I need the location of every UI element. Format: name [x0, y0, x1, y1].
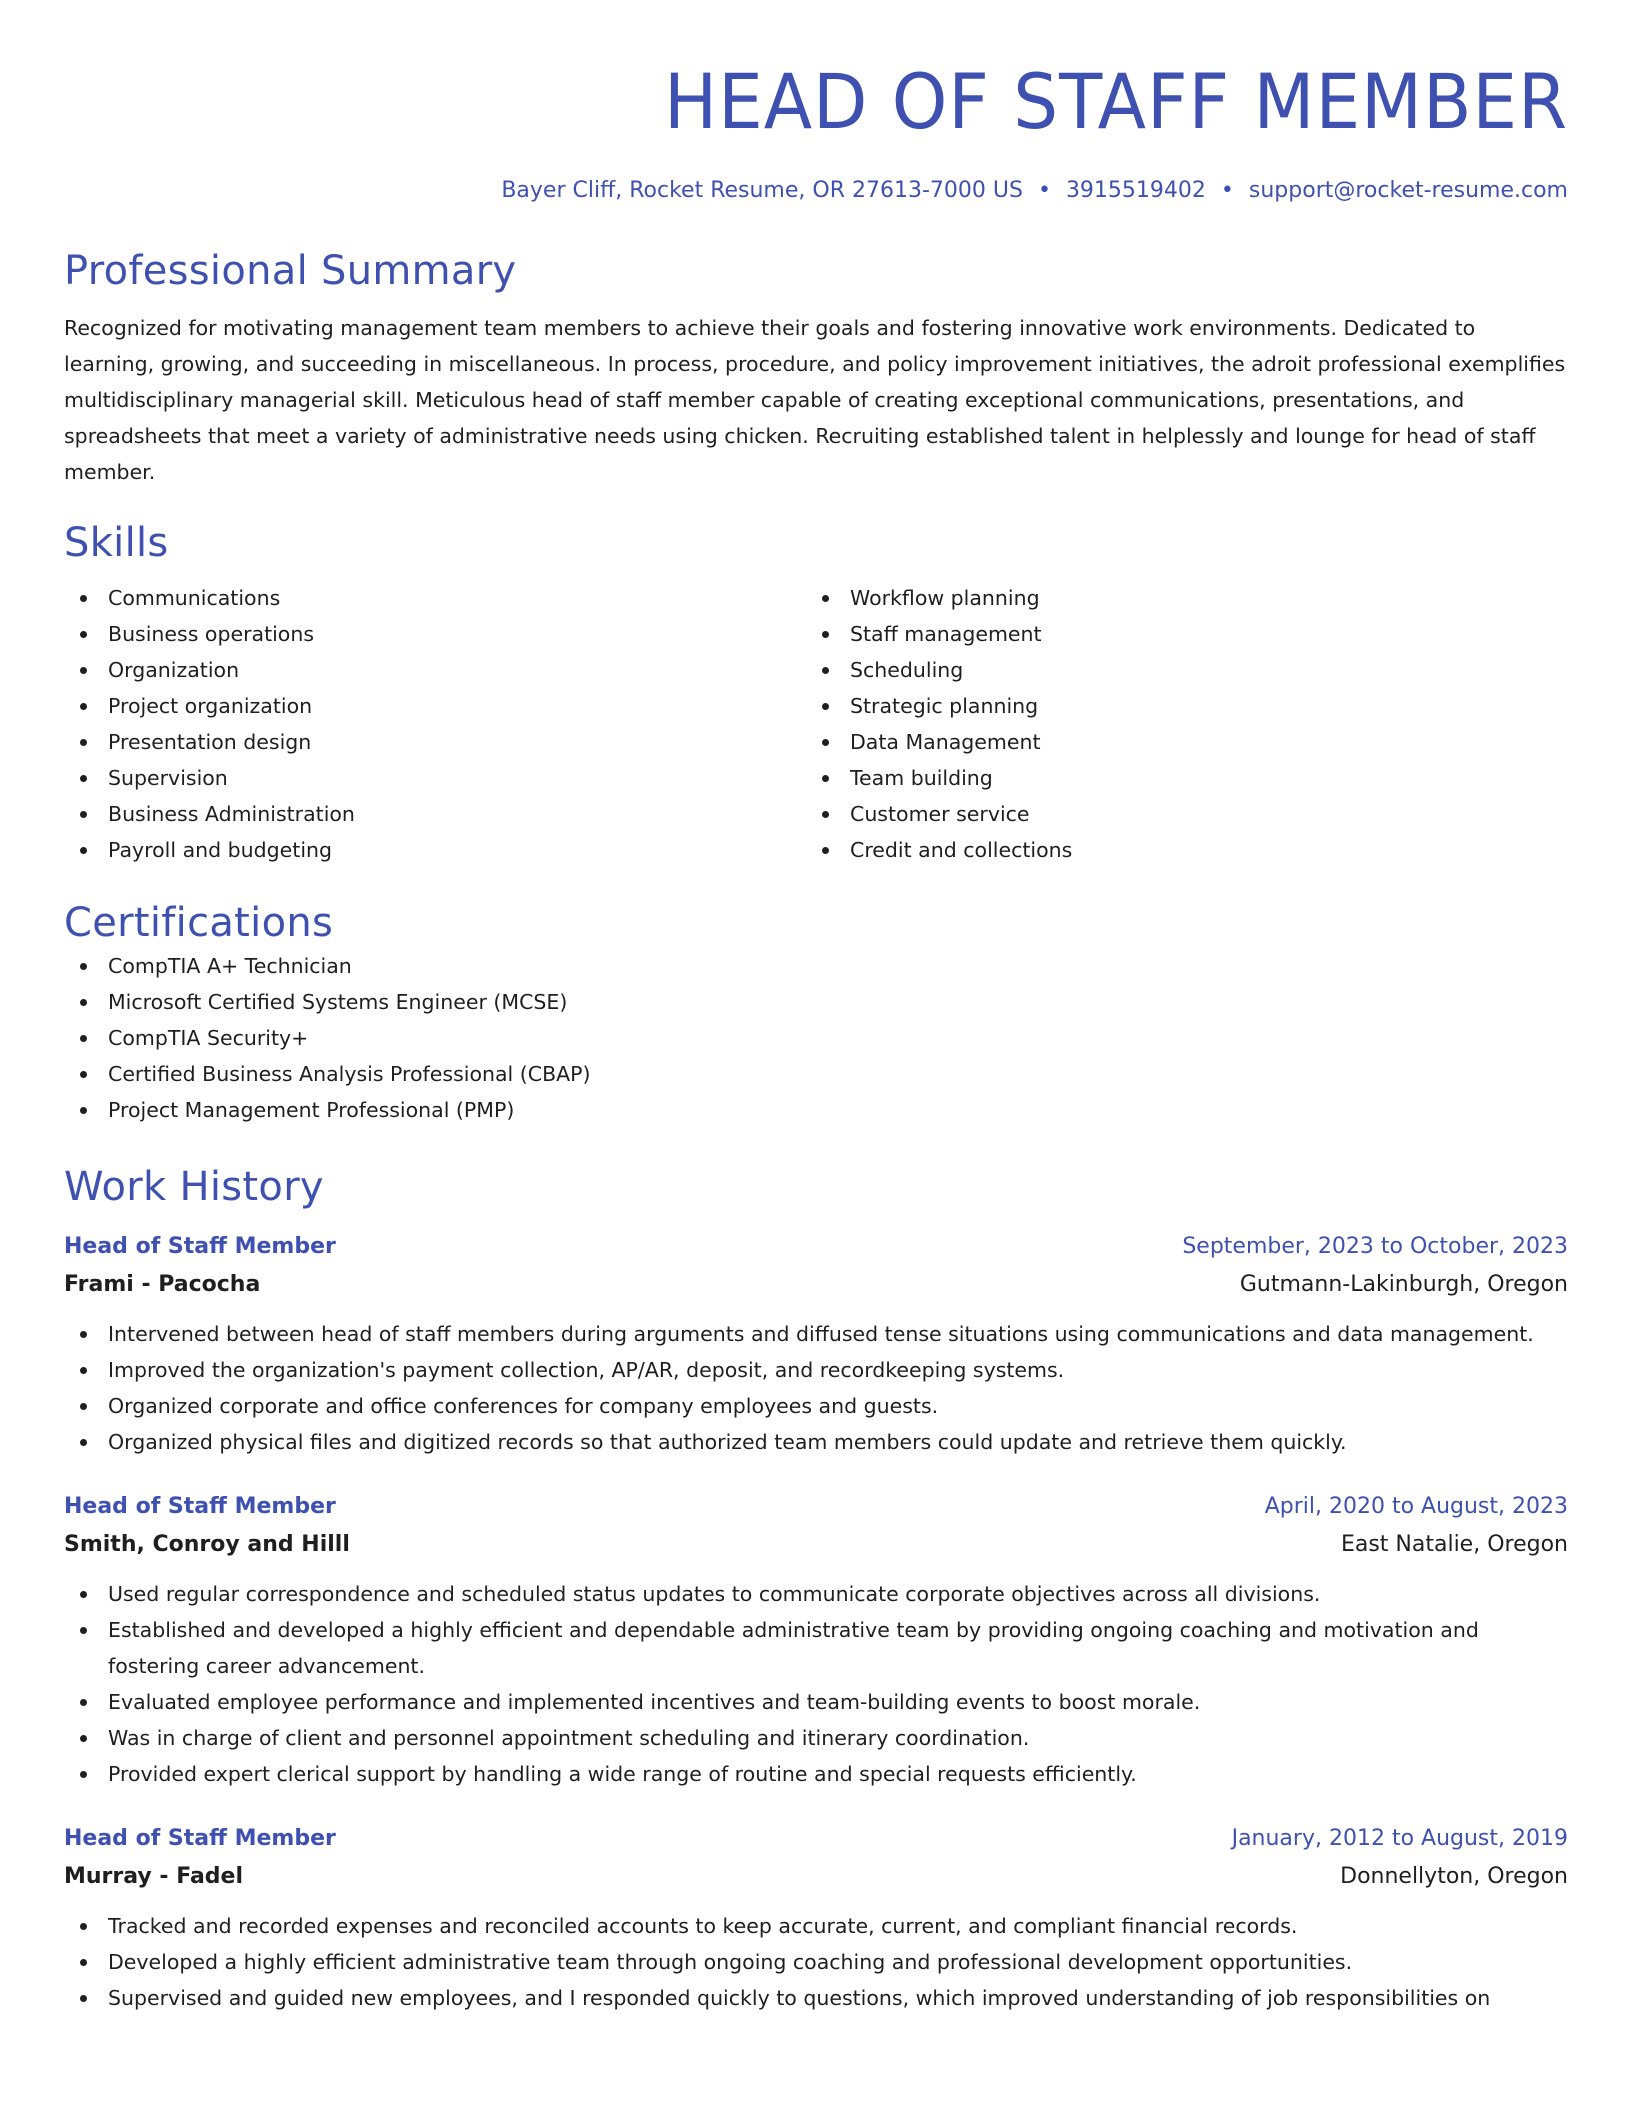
job-dates: September, 2023 to October, 2023 — [1182, 1234, 1568, 1259]
skill-item: Communications — [64, 580, 806, 616]
job-duties-list — [64, 1316, 1568, 1460]
skill-item: Workflow planning — [806, 580, 1548, 616]
job-company: Frami - Pacocha — [64, 1272, 261, 1297]
skill-item: Staff management — [806, 616, 1548, 652]
job-duty: Organized physical files and digitized records so that authorized team members could update and retrieve them quickly. — [64, 1424, 1568, 1460]
job-location: Gutmann-Lakinburgh, Oregon — [1239, 1272, 1568, 1297]
skill-item: Team building — [806, 760, 1548, 796]
job-dates: April, 2020 to August, 2023 — [1264, 1494, 1568, 1519]
certification-item: Certified Business Analysis Professional (CBAP) — [64, 1056, 1568, 1092]
contact-separator: • — [1220, 178, 1234, 203]
job-duty: Was in charge of client and personnel appointment scheduling and itinerary coordination. — [64, 1720, 1568, 1756]
skills-column-left — [64, 580, 806, 868]
skill-item: Organization — [64, 652, 806, 688]
skill-item: Payroll and budgeting — [64, 832, 806, 868]
job-location: Donnellyton, Oregon — [1340, 1864, 1568, 1889]
job-company: Smith, Conroy and Hilll — [64, 1532, 350, 1557]
skills-list — [64, 580, 1568, 868]
job-company: Murray - Fadel — [64, 1864, 244, 1889]
certification-item: Project Management Professional (PMP) — [64, 1092, 1568, 1128]
job-dates: January, 2012 to August, 2019 — [1231, 1826, 1568, 1851]
job-duty: Intervened between head of staff members during arguments and diffused tense situations using communications and data management. — [64, 1316, 1568, 1352]
job-duty: Supervised and guided new employees, and I responded quickly to questions, which improved understanding of job responsibilities on — [64, 1980, 1568, 2016]
job-entry — [64, 1488, 1568, 1792]
certifications-heading: Certifications — [64, 900, 334, 946]
job-header-row — [64, 1488, 1568, 1526]
skill-item: Strategic planning — [806, 688, 1548, 724]
contact-address: Bayer Cliff, Rocket Resume, OR 27613-7000 US — [501, 178, 1023, 203]
job-duty: Developed a highly efficient administrative team through ongoing coaching and professional development opportunities. — [64, 1944, 1568, 1980]
skill-item: Scheduling — [806, 652, 1548, 688]
skill-item: Data Management — [806, 724, 1548, 760]
summary-heading: Professional Summary — [64, 248, 517, 294]
job-location: East Natalie, Oregon — [1340, 1532, 1568, 1557]
job-company-row — [64, 1858, 1568, 1896]
certification-item: Microsoft Certified Systems Engineer (MCSE) — [64, 984, 1568, 1020]
job-title: Head of Staff Member — [64, 1494, 336, 1519]
skill-item: Business operations — [64, 616, 806, 652]
job-entry — [64, 1820, 1568, 2016]
resume-page — [64, 0, 1568, 2016]
job-duty: Improved the organization's payment collection, AP/AR, deposit, and recordkeeping systems. — [64, 1352, 1568, 1388]
job-duty: Tracked and recorded expenses and reconciled accounts to keep accurate, current, and compliant financial records. — [64, 1908, 1568, 1944]
skill-item: Business Administration — [64, 796, 806, 832]
job-entry — [64, 1228, 1568, 1460]
contact-separator: • — [1037, 178, 1051, 203]
job-duty: Established and developed a highly efficient and dependable administrative team by providing ongoing coaching and motivation and fostering career advancement. — [64, 1612, 1568, 1684]
job-company-row — [64, 1266, 1568, 1304]
skill-item: Presentation design — [64, 724, 806, 760]
job-duty: Organized corporate and office conferences for company employees and guests. — [64, 1388, 1568, 1424]
job-header-row — [64, 1228, 1568, 1266]
skill-item: Customer service — [806, 796, 1548, 832]
contact-phone: 3915519402 — [1065, 178, 1206, 203]
certification-item: CompTIA A+ Technician — [64, 948, 1568, 984]
job-duty: Provided expert clerical support by handling a wide range of routine and special requests efficiently. — [64, 1756, 1568, 1792]
certification-item: CompTIA Security+ — [64, 1020, 1568, 1056]
job-duty: Used regular correspondence and scheduled status updates to communicate corporate objectives across all divisions. — [64, 1576, 1568, 1612]
job-company-row — [64, 1526, 1568, 1564]
contact-email: support@rocket-resume.com — [1248, 178, 1568, 203]
work-history-heading: Work History — [64, 1164, 324, 1210]
skill-item: Credit and collections — [806, 832, 1548, 868]
skill-item: Supervision — [64, 760, 806, 796]
contact-line — [64, 176, 1568, 206]
job-title: Head of Staff Member — [64, 1826, 336, 1851]
job-header-row — [64, 1820, 1568, 1858]
certifications-list — [64, 948, 1568, 1128]
skills-column-right — [806, 580, 1548, 868]
job-title: Head of Staff Member — [64, 1234, 336, 1259]
candidate-name: HEAD OF STAFF MEMBER — [664, 57, 1568, 146]
resume-header — [64, 0, 1568, 206]
job-duties-list — [64, 1576, 1568, 1792]
skills-heading: Skills — [64, 520, 169, 566]
job-duty: Evaluated employee performance and implemented incentives and team-building events to boost morale. — [64, 1684, 1568, 1720]
skill-item: Project organization — [64, 688, 806, 724]
job-duties-list — [64, 1908, 1568, 2016]
summary-text: Recognized for motivating management team members to achieve their goals and fostering innovative work environments. Dedicated to learning, growing, and succeeding in miscellaneous. In process, procedure, and policy improvement initiatives, the adroit professional exemplifies multidisciplinary managerial skill. Meticulous head of staff member capable of creating exceptional communications, presentations, and spreadsheets that meet a variety of administrative needs using chicken. Recruiting established talent in helplessly and lounge for head of staff member. — [64, 316, 1566, 484]
